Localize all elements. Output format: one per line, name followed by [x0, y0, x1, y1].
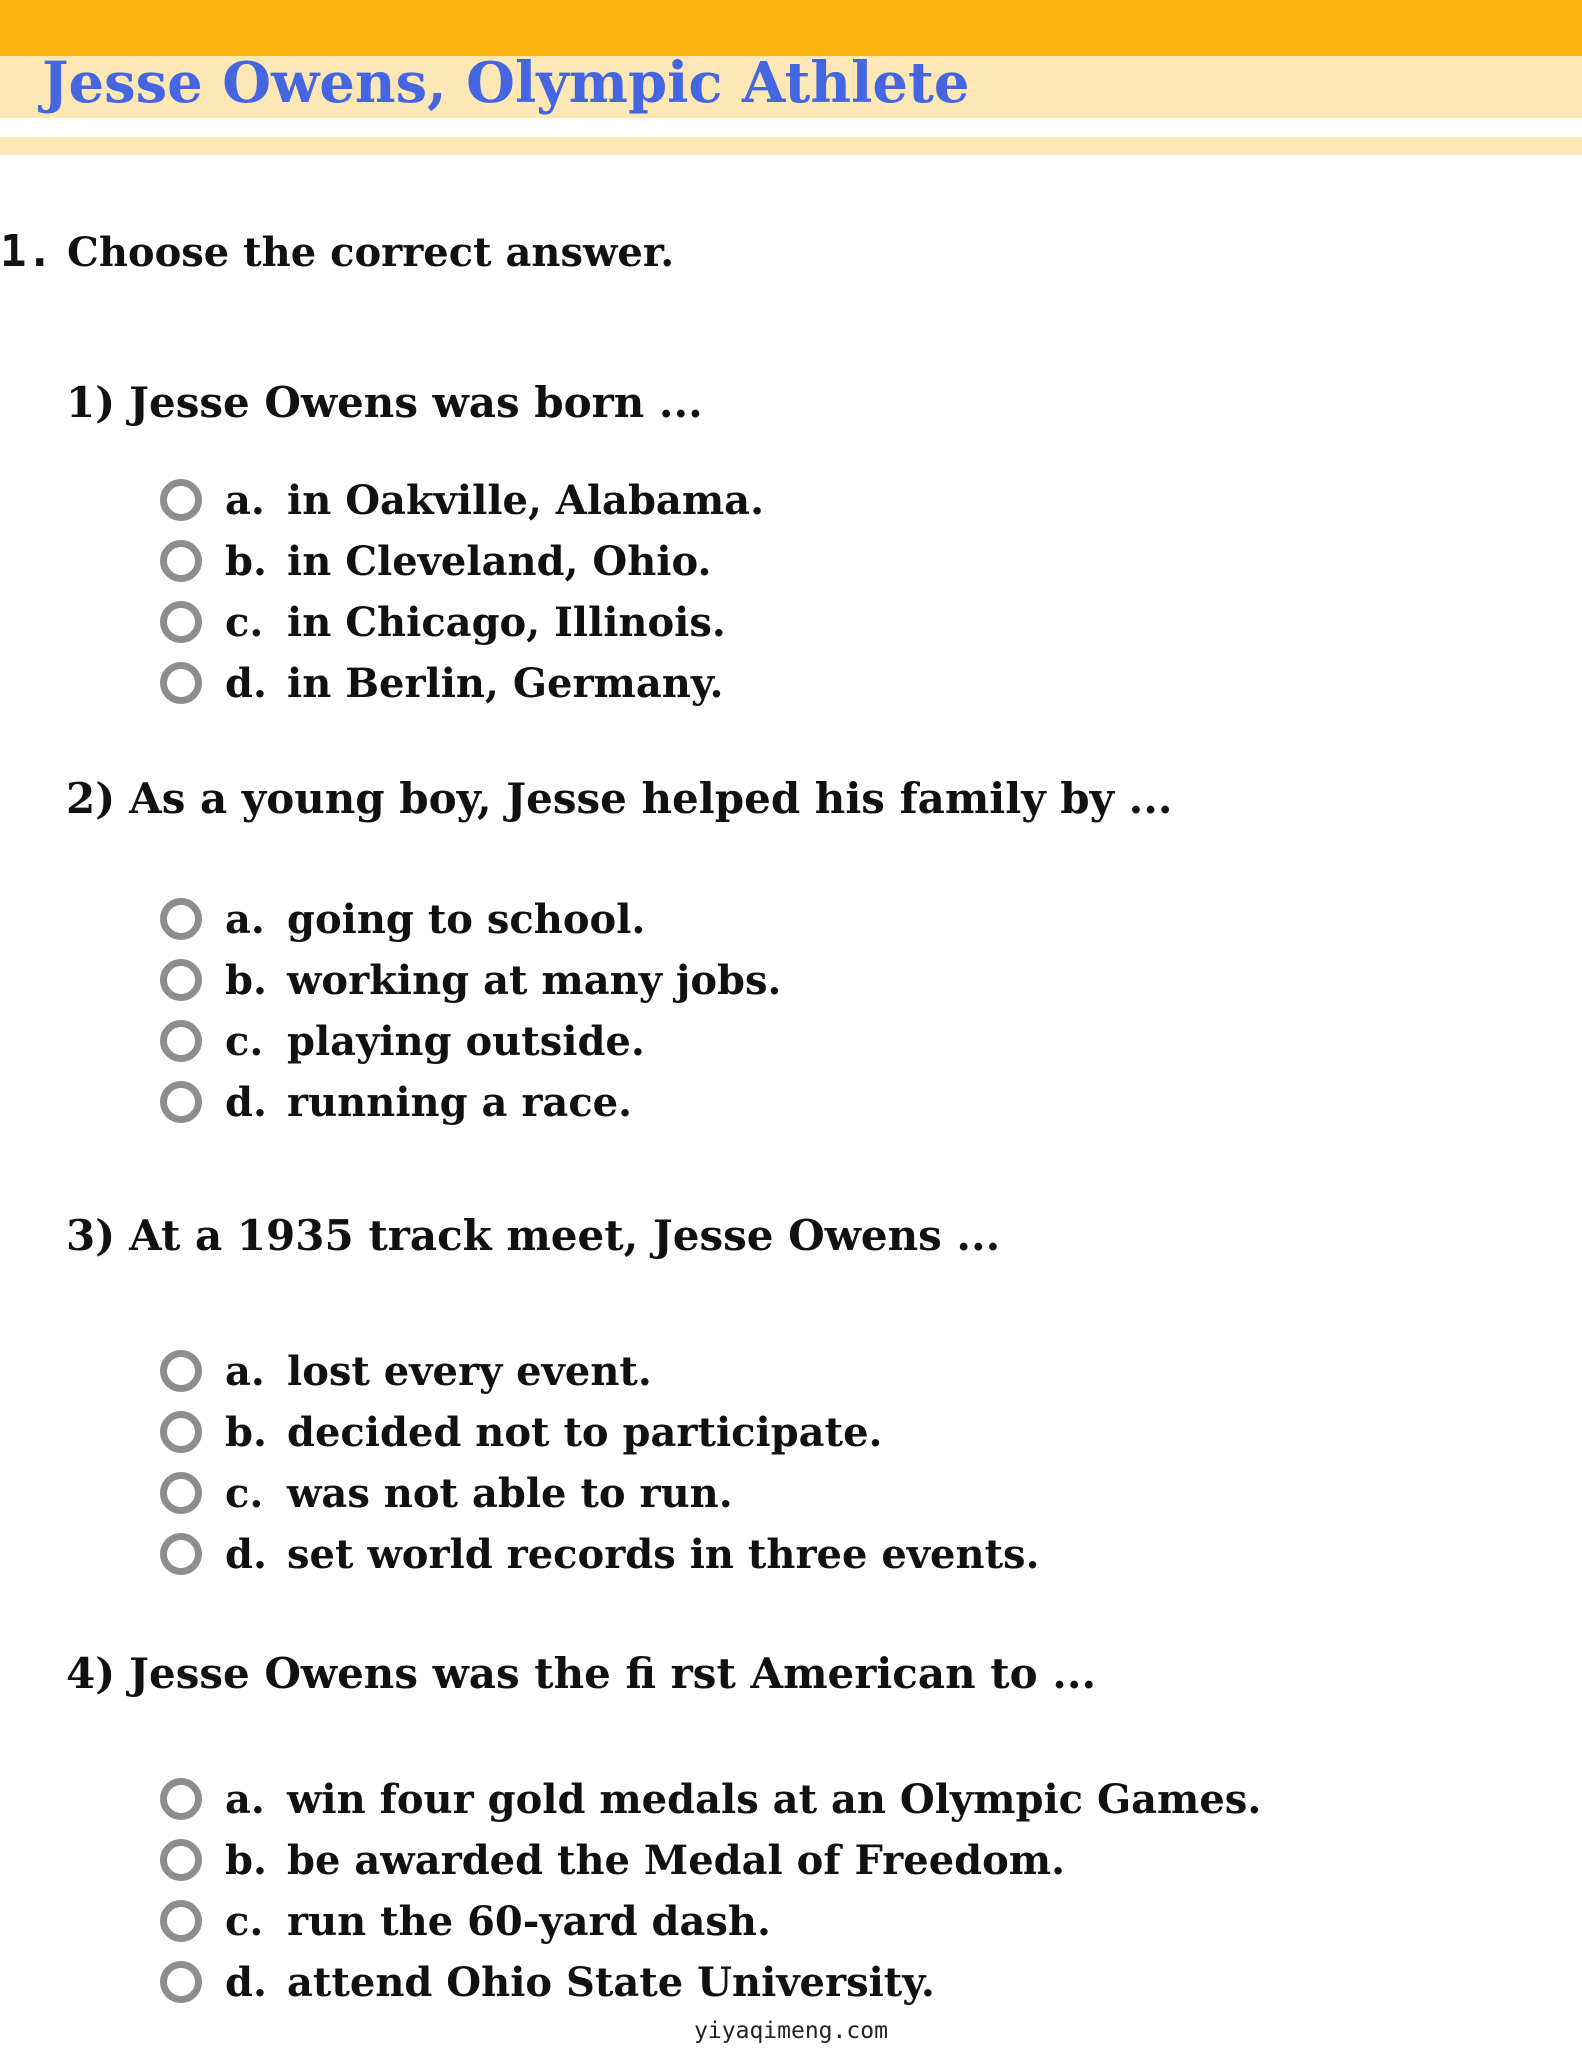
radio-button[interactable]: [160, 959, 202, 1001]
question-number: 1): [66, 378, 116, 427]
radio-button[interactable]: [160, 1411, 202, 1453]
radio-button[interactable]: [160, 479, 202, 521]
question-text: At a 1935 track meet, Jesse Owens ...: [129, 1211, 1001, 1260]
option-text: playing outside.: [287, 1017, 645, 1065]
option-text: working at many jobs.: [287, 956, 782, 1004]
q3-option-a[interactable]: [160, 1343, 652, 1399]
question-2: [66, 774, 1173, 823]
option-letter: b.: [225, 1408, 267, 1456]
radio-button[interactable]: [160, 1020, 202, 1062]
q4-option-c[interactable]: [160, 1893, 771, 1949]
question-text: As a young boy, Jesse helped his family by ...: [129, 774, 1173, 823]
option-letter: c.: [225, 1897, 264, 1945]
header-band-top: [0, 0, 1582, 56]
q2-option-c[interactable]: [160, 1013, 645, 1069]
section-instruction: Choose the correct answer.: [66, 229, 675, 276]
radio-button[interactable]: [160, 1350, 202, 1392]
section-heading: [0, 226, 674, 277]
radio-button[interactable]: [160, 1472, 202, 1514]
radio-button[interactable]: [160, 898, 202, 940]
q1-option-d[interactable]: [160, 655, 723, 711]
option-text: run the 60-yard dash.: [287, 1897, 771, 1945]
option-text: set world records in three events.: [287, 1530, 1040, 1578]
option-letter: b.: [225, 537, 267, 585]
radio-button[interactable]: [160, 1961, 202, 2003]
q3-option-b[interactable]: [160, 1404, 882, 1460]
q3-option-c[interactable]: [160, 1465, 733, 1521]
page-title: Jesse Owens, Olympic Athlete: [42, 50, 970, 116]
option-text: going to school.: [287, 895, 646, 943]
option-text: decided not to participate.: [287, 1408, 883, 1456]
option-letter: b.: [225, 1836, 267, 1884]
option-letter: d.: [225, 1530, 267, 1578]
option-text: attend Ohio State University.: [287, 1958, 935, 2006]
option-letter: d.: [225, 659, 267, 707]
option-letter: c.: [225, 1469, 264, 1517]
option-letter: d.: [225, 1078, 267, 1126]
radio-button[interactable]: [160, 540, 202, 582]
q1-option-b[interactable]: [160, 533, 711, 589]
option-letter: b.: [225, 956, 267, 1004]
option-text: be awarded the Medal of Freedom.: [287, 1836, 1066, 1884]
q3-option-d[interactable]: [160, 1526, 1040, 1582]
option-text: in Cleveland, Ohio.: [287, 537, 712, 585]
q4-option-b[interactable]: [160, 1832, 1065, 1888]
q2-option-b[interactable]: [160, 952, 781, 1008]
question-1: [66, 378, 703, 427]
radio-button[interactable]: [160, 1778, 202, 1820]
radio-button[interactable]: [160, 601, 202, 643]
radio-button[interactable]: [160, 1900, 202, 1942]
radio-button[interactable]: [160, 1533, 202, 1575]
option-letter: c.: [225, 598, 264, 646]
question-number: 4): [66, 1649, 116, 1698]
question-text: Jesse Owens was the fi rst American to ...: [129, 1649, 1097, 1698]
question-text: Jesse Owens was born ...: [129, 378, 703, 427]
radio-button[interactable]: [160, 662, 202, 704]
option-text: win four gold medals at an Olympic Games.: [287, 1775, 1262, 1823]
question-4: [66, 1649, 1096, 1698]
footer-watermark: yiyaqimeng.com: [694, 2018, 888, 2044]
q2-option-a[interactable]: [160, 891, 645, 947]
option-letter: c.: [225, 1017, 264, 1065]
q4-option-a[interactable]: [160, 1771, 1261, 1827]
option-letter: a.: [225, 1347, 265, 1395]
question-number: 3): [66, 1211, 116, 1260]
q2-option-d[interactable]: [160, 1074, 632, 1130]
option-letter: a.: [225, 476, 265, 524]
radio-button[interactable]: [160, 1839, 202, 1881]
option-letter: d.: [225, 1958, 267, 2006]
q4-option-d[interactable]: [160, 1954, 935, 2010]
option-text: in Berlin, Germany.: [287, 659, 724, 707]
section-number: 1.: [0, 226, 53, 277]
question-3: [66, 1211, 1000, 1260]
option-text: was not able to run.: [287, 1469, 733, 1517]
radio-button[interactable]: [160, 1081, 202, 1123]
option-letter: a.: [225, 1775, 265, 1823]
option-letter: a.: [225, 895, 265, 943]
option-text: lost every event.: [287, 1347, 652, 1395]
q1-option-a[interactable]: [160, 472, 764, 528]
q1-option-c[interactable]: [160, 594, 726, 650]
option-text: in Chicago, Illinois.: [287, 598, 726, 646]
option-text: in Oakville, Alabama.: [287, 476, 765, 524]
question-number: 2): [66, 774, 116, 823]
header-band-bottom: [0, 137, 1582, 155]
option-text: running a race.: [287, 1078, 633, 1126]
